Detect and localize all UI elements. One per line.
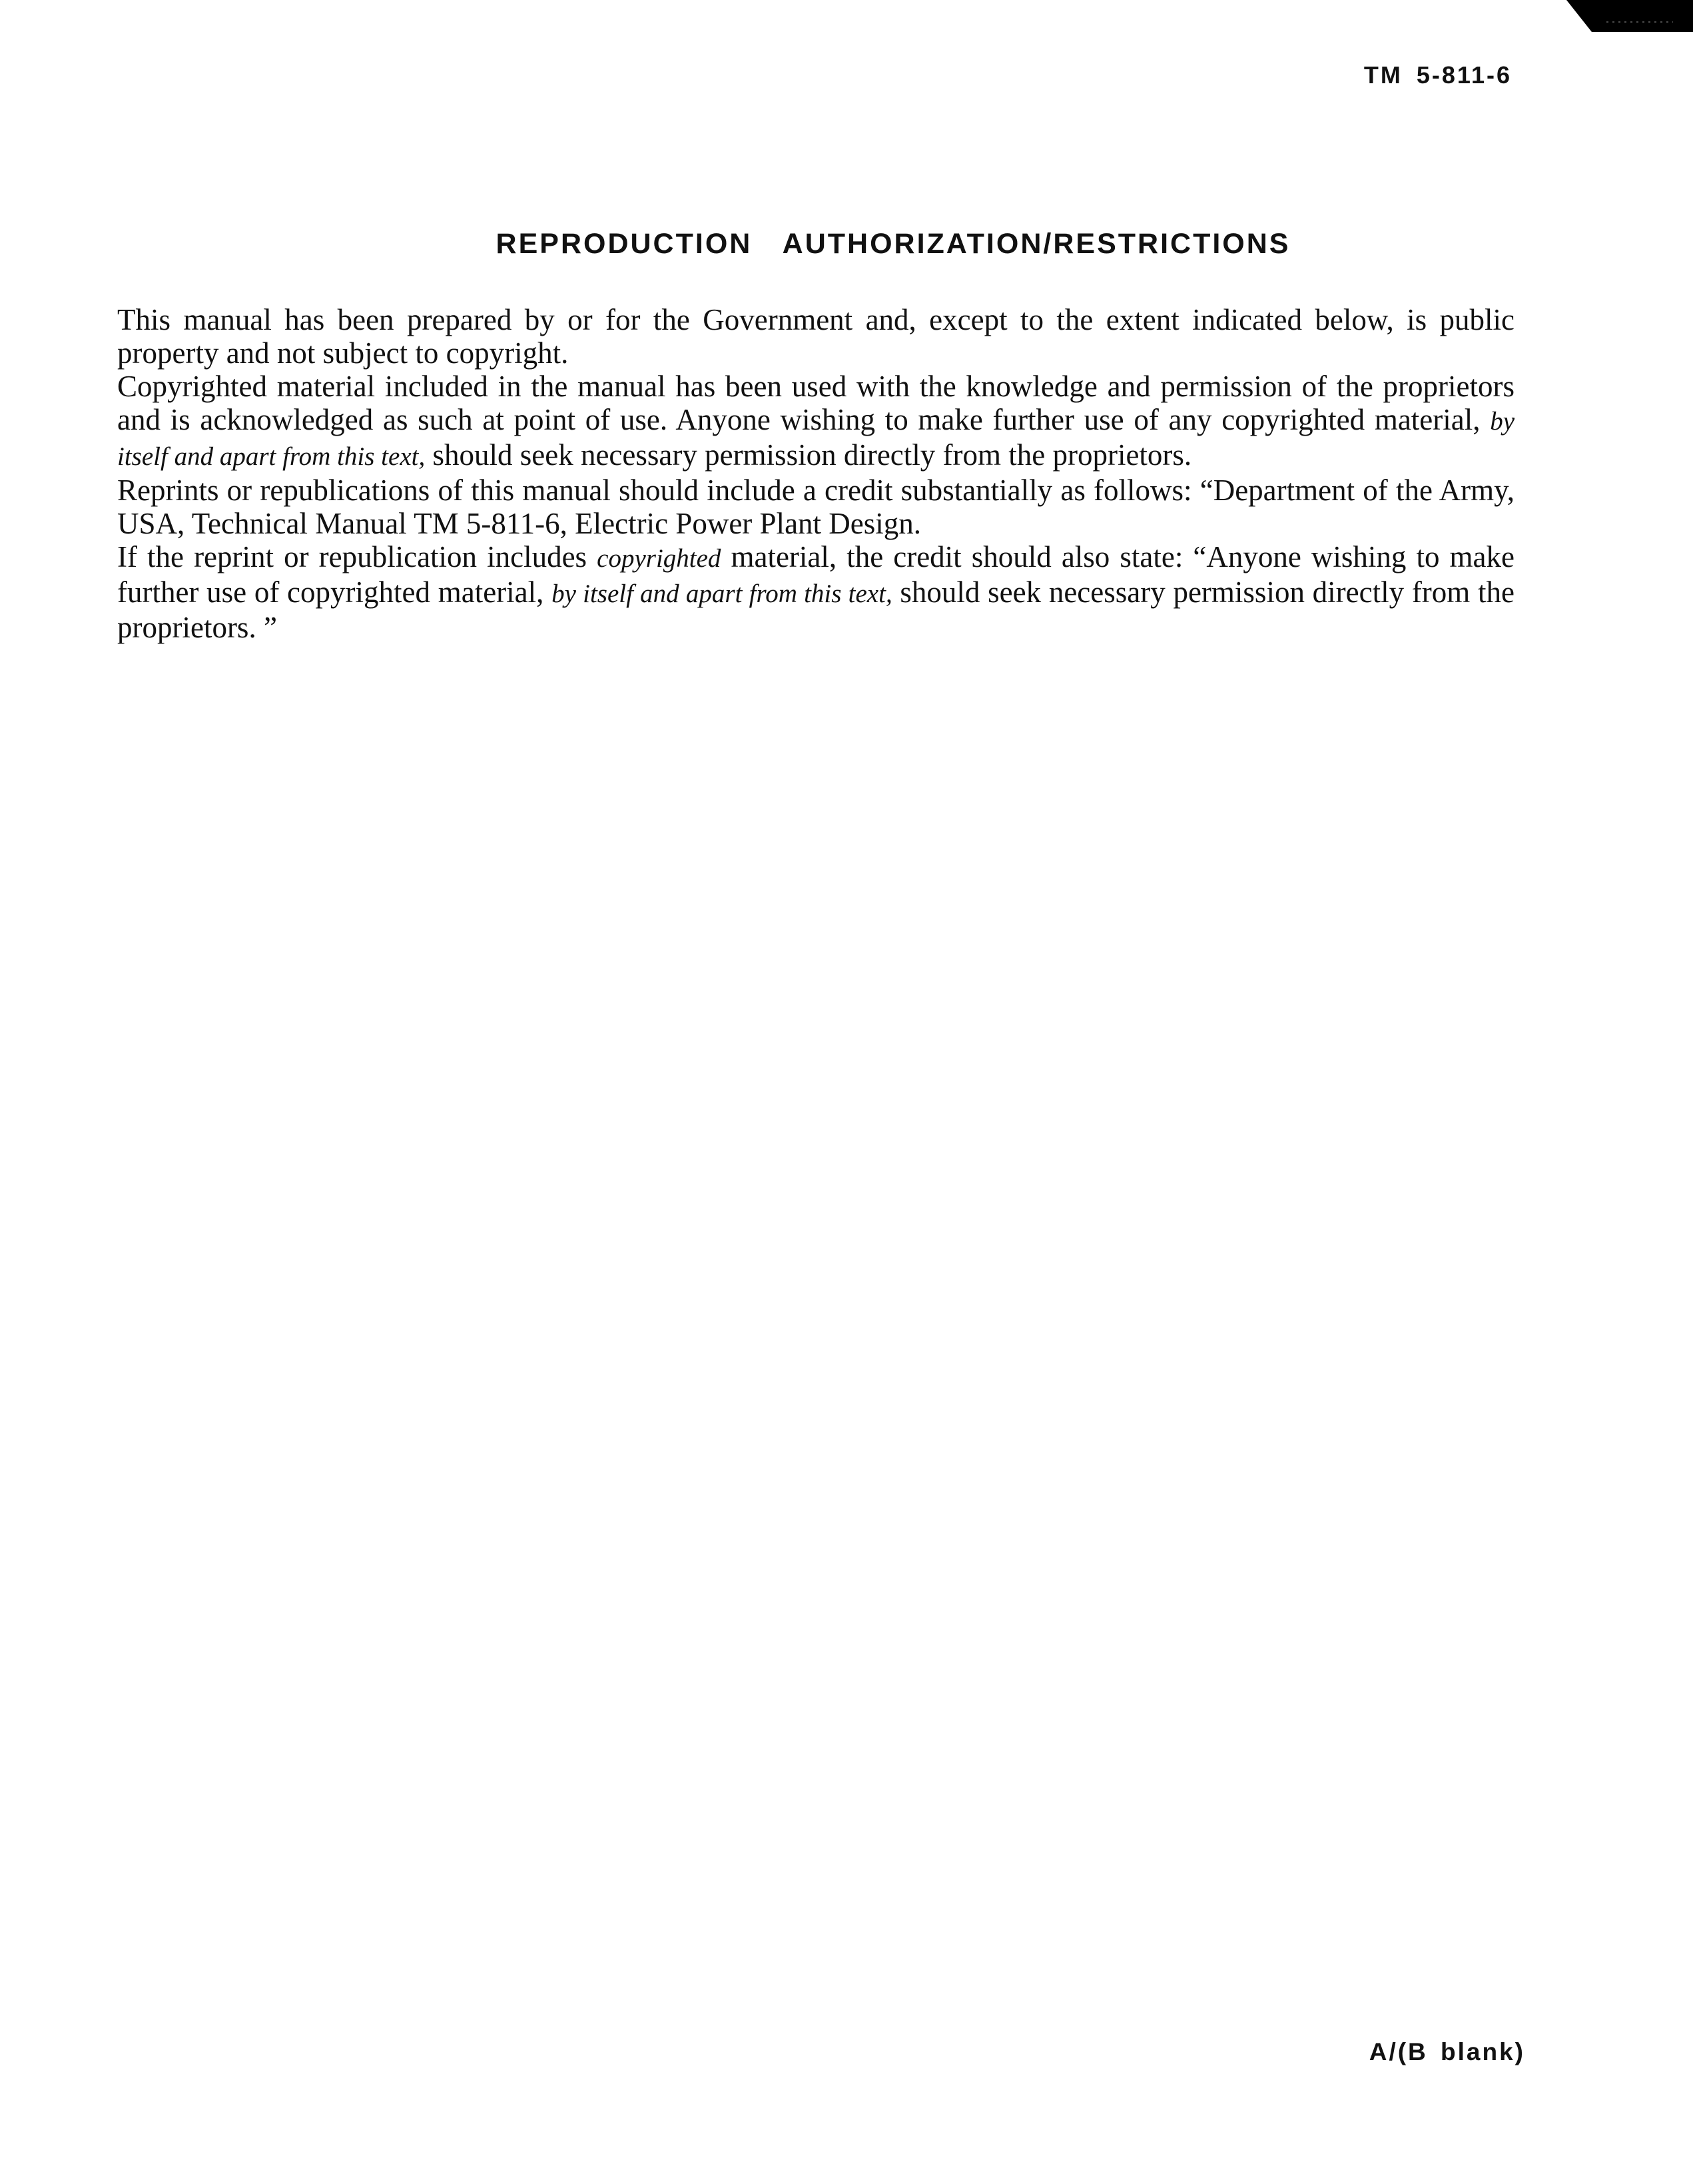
paragraph-text: should seek necessary permission directly from the proprietors. ” xyxy=(117,575,1515,644)
document-body xyxy=(117,303,1515,644)
paragraph-text: This manual has been prepared by or for the Government and, except to the extent indicated below, is public property and not subject to copyright. xyxy=(117,303,1515,370)
italic-phrase: copyrighted xyxy=(597,544,721,573)
page-label-footer: A/(B blank) xyxy=(1369,2038,1525,2065)
paragraph-text: Copyrighted material included in the manual has been used with the knowledge and permission of the proprietors and is acknowledged as such at point of use. Anyone wishing to make further use of any copyrighted material, xyxy=(117,370,1515,436)
page-title: REPRODUCTION AUTHORIZATION/RESTRICTIONS xyxy=(496,228,1291,260)
paragraph-text: should seek necessary permission directly from the proprietors. xyxy=(425,438,1192,472)
paragraph-text: material, the credit should also state: “Anyone wishing to make further use of copyrighted material, xyxy=(117,540,1515,609)
italic-phrase: by itself and apart from this text, xyxy=(117,407,1515,471)
paragraph-text: Reprints or republications of this manual should include a credit substantially as follows: “Department of the Army, USA, Technical Manual TM 5-811-6, Electric Power Plant Design. xyxy=(117,474,1515,540)
paragraph-text: If the reprint or republication includes xyxy=(117,540,597,573)
paragraph-reprint-credit xyxy=(117,474,1515,540)
scan-corner-mark xyxy=(1566,0,1693,40)
paragraph-republication-credit xyxy=(117,540,1515,644)
paragraph-copyrighted-material xyxy=(117,370,1515,474)
italic-phrase: by itself and apart from this text, xyxy=(551,579,892,608)
document-id-header: TM 5-811-6 xyxy=(1363,61,1512,89)
paragraph-public-property xyxy=(117,303,1515,370)
